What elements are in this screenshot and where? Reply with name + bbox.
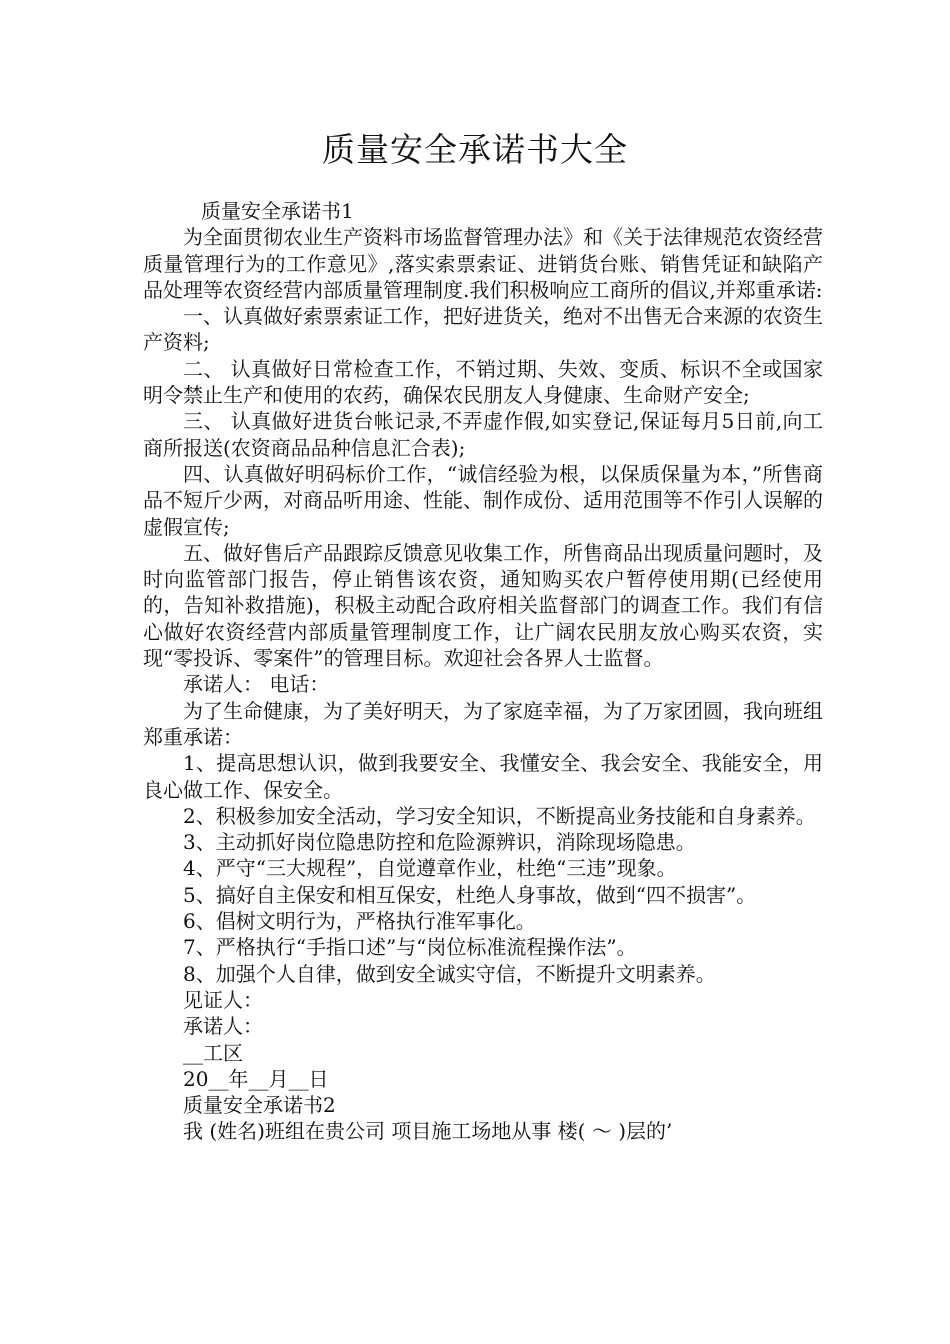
work-area-line: __工区 <box>183 1040 243 1065</box>
paragraph: 二、 认真做好日常检查工作，不销过期、失效、变质、标识不全或国家明令禁止生产和使用的农药，确保农民朋友人身健康、生命财产安全; <box>143 356 823 408</box>
paragraph: 五、做好售后产品跟踪反馈意见收集工作，所售商品出现质量问题时，及时向监管部门报告，停止销售该农资，通知购买农户暂停使用期(已经使用的，告知补救措施)，积极主动配合政府相关监督部门的调查工作。我们有信心做好农资经营内部质量管理制度工作，让广阔农民朋友放心购买农资，实现“零投诉、零案件”的管理目标。欢迎社会各界人士监督。 <box>143 540 823 671</box>
paragraph: 为了生命健康，为了美好明天，为了家庭幸福，为了万家团圆，我向班组郑重承诺： <box>143 698 823 749</box>
list-item: 8、加强个人自律，做到安全诚实守信，不断提升文明素养。 <box>183 961 716 986</box>
paragraph: 三、 认真做好进货台帐记录,不弄虚作假,如实登记,保证每月5日前,向工商所报送(农资商品品种信息汇合表); <box>143 409 823 460</box>
signature-line: 承诺人： 电话： <box>183 672 330 697</box>
promisor-line: 承诺人： <box>183 1014 263 1039</box>
list-item: 6、倡树文明行为，严格执行准军事化。 <box>183 909 536 934</box>
document-body <box>143 198 823 1145</box>
list-item: 5、搞好自主保安和相互保安，杜绝人身事故，做到“四不损害”。 <box>183 882 757 907</box>
list-item: 1、提高思想认识，做到我要安全、我懂安全、我会安全、我能安全，用良心做工作、保安全。 <box>143 751 823 802</box>
section-heading: 质量安全承诺书1 <box>201 199 354 223</box>
paragraph: 为全面贯彻农业生产资料市场监督管理办法》和《关于法律规范农资经营质量管理行为的工作意见》,落实索票索证、进销货台账、销售凭证和缺陷产品处理等农资经营内部质量管理制度.我们积极响应工商所的倡议,并郑重承诺: <box>143 225 823 302</box>
document-title: 质量安全承诺书大全 <box>322 130 628 169</box>
list-item: 7、严格执行“手指口述”与“岗位标准流程操作法”。 <box>183 935 637 960</box>
paragraph: 一、认真做好索票索证工作，把好进货关，绝对不出售无合来源的农资生产资料; <box>143 304 823 355</box>
list-item: 4、严守“三大规程”，自觉遵章作业，杜绝“三违”现象。 <box>183 856 677 881</box>
date-line: 20__年__月__日 <box>183 1066 329 1091</box>
list-item: 2、积极参加安全活动，学习安全知识，不断提高业务技能和自身素养。 <box>183 803 816 828</box>
paragraph: 我 (姓名)班组在贵公司 项目施工场地从事 楼( ～ )层的’ <box>183 1119 673 1144</box>
paragraph: 四、认真做好明码标价工作，“诚信经验为根，以保质保量为本，”所售商品不短斤少两，对商品听用途、性能、制作成份、适用范围等不作引人误解的虚假宣传; <box>143 461 823 539</box>
list-item: 3、主动抓好岗位隐患防控和危险源辨识，消除现场隐患。 <box>183 830 696 855</box>
witness-line: 见证人： <box>183 987 263 1012</box>
section-heading: 质量安全承诺书2 <box>183 1093 336 1118</box>
